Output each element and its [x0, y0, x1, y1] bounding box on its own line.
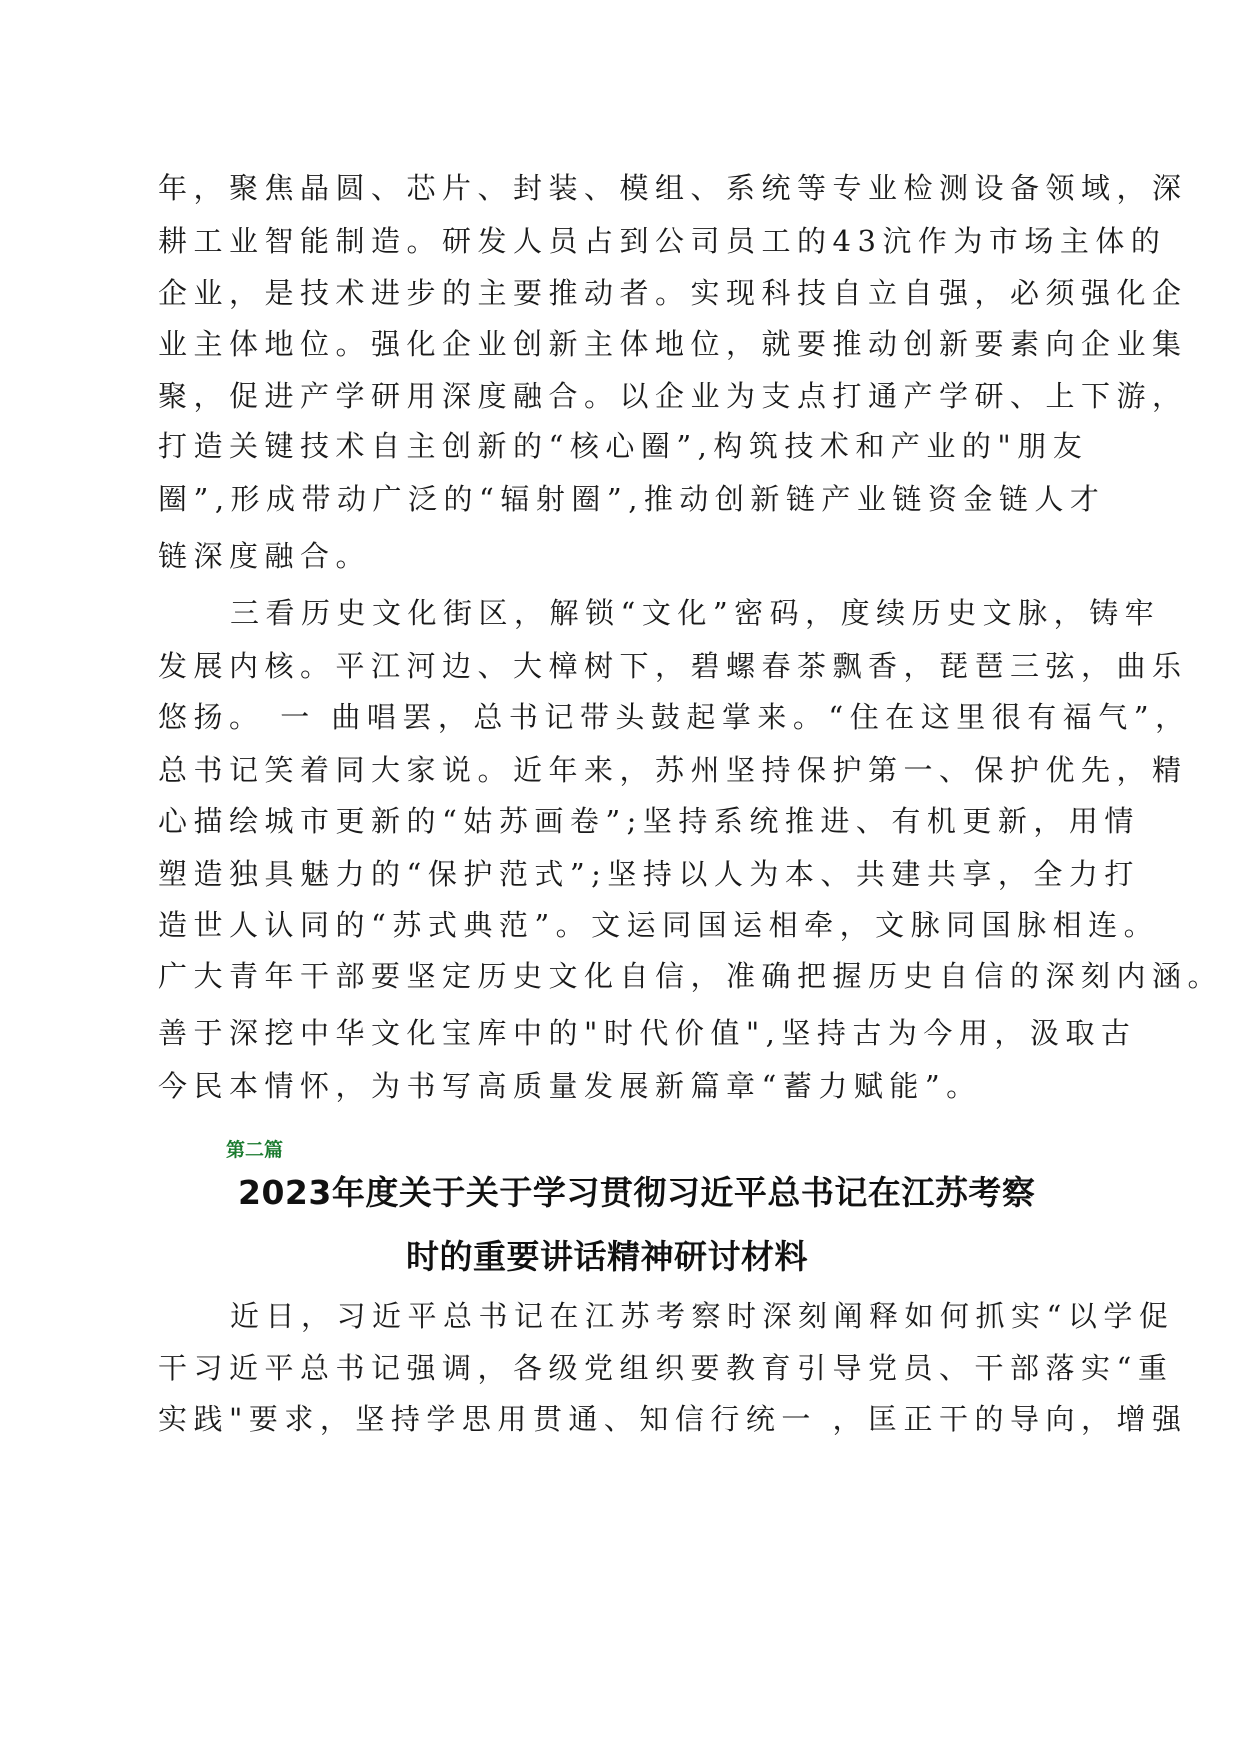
paragraph-2-line-8: 广大青年干部要坚定历史文化自信，准确把握历史自信的深刻内涵。	[158, 959, 1224, 993]
document-title-line-1: 2023年度关于关于学习贯彻习近平总书记在江苏考察	[238, 1173, 1036, 1212]
paragraph-1-line-7: 圈”,形成带动广泛的“辐射圈”,推动创新链产业链资金链人才	[158, 482, 1106, 516]
paragraph-2-line-5: 心描绘城市更新的“姑苏画卷”;坚持系统推进、有机更新，用情	[158, 804, 1140, 838]
paragraph-1-line-8: 链深度融合。	[158, 539, 372, 573]
paragraph-1-line-5: 聚，促进产学研用深度融合。以企业为支点打通产学研、上下游，	[158, 379, 1188, 413]
document-title-line-2: 时的重要讲话精神研讨材料	[406, 1237, 808, 1276]
paragraph-2-line-4: 总书记笑着同大家说。近年来，苏州坚持保护第一、保护优先，精	[158, 753, 1188, 787]
paragraph-1-line-6: 打造关键技术自主创新的“核心圈”,构筑技术和产业的"朋友	[158, 429, 1089, 463]
paragraph-2-line-9: 善于深挖中华文化宝库中的"时代价值",坚持古为今用，汲取古	[158, 1016, 1137, 1050]
paragraph-3-line-3: 实践"要求，坚持学思用贯通、知信行统一 ，匡正干的导向，增强	[158, 1402, 1188, 1436]
paragraph-2-line-2: 发展内核。平江河边、大樟树下，碧螺春茶飘香，琵琶三弦，曲乐	[158, 649, 1188, 683]
paragraph-2-line-6: 塑造独具魅力的“保护范式”;坚持以人为本、共建共享，全力打	[158, 857, 1140, 891]
paragraph-2-line-3: 悠扬。 一 曲唱罢，总书记带头鼓起掌来。“住在这里很有福气”，	[158, 700, 1191, 734]
paragraph-2-line-10: 今民本情怀，为书写高质量发展新篇章“蓄力赋能”。	[158, 1069, 982, 1103]
paragraph-3-line-1: 近日，习近平总书记在江苏考察时深刻阐释如何抓实“以学促	[230, 1299, 1175, 1333]
paragraph-2-line-7: 造世人认同的“苏式典范”。文运同国运相牵，文脉同国脉相连。	[158, 908, 1160, 942]
paragraph-1-line-1: 年，聚焦晶圆、芯片、封装、模组、系统等专业检测设备领域，深	[158, 171, 1188, 205]
paragraph-2-line-1: 三看历史文化街区，解锁“文化”密码，度续历史文脉，铸牢	[230, 596, 1161, 630]
section-label: 第二篇	[226, 1139, 284, 1161]
paragraph-1-line-4: 业主体地位。强化企业创新主体地位，就要推动创新要素向企业集	[158, 327, 1188, 361]
paragraph-1-line-3: 企业，是技术进步的主要推动者。实现科技自立自强，必须强化企	[158, 276, 1188, 310]
paragraph-1-line-2: 耕工业智能制造。研发人员占到公司员工的43沆作为市场主体的	[158, 224, 1167, 258]
paragraph-3-line-2: 干习近平总书记强调，各级党组织要教育引导党员、干部落实“重	[158, 1351, 1174, 1385]
